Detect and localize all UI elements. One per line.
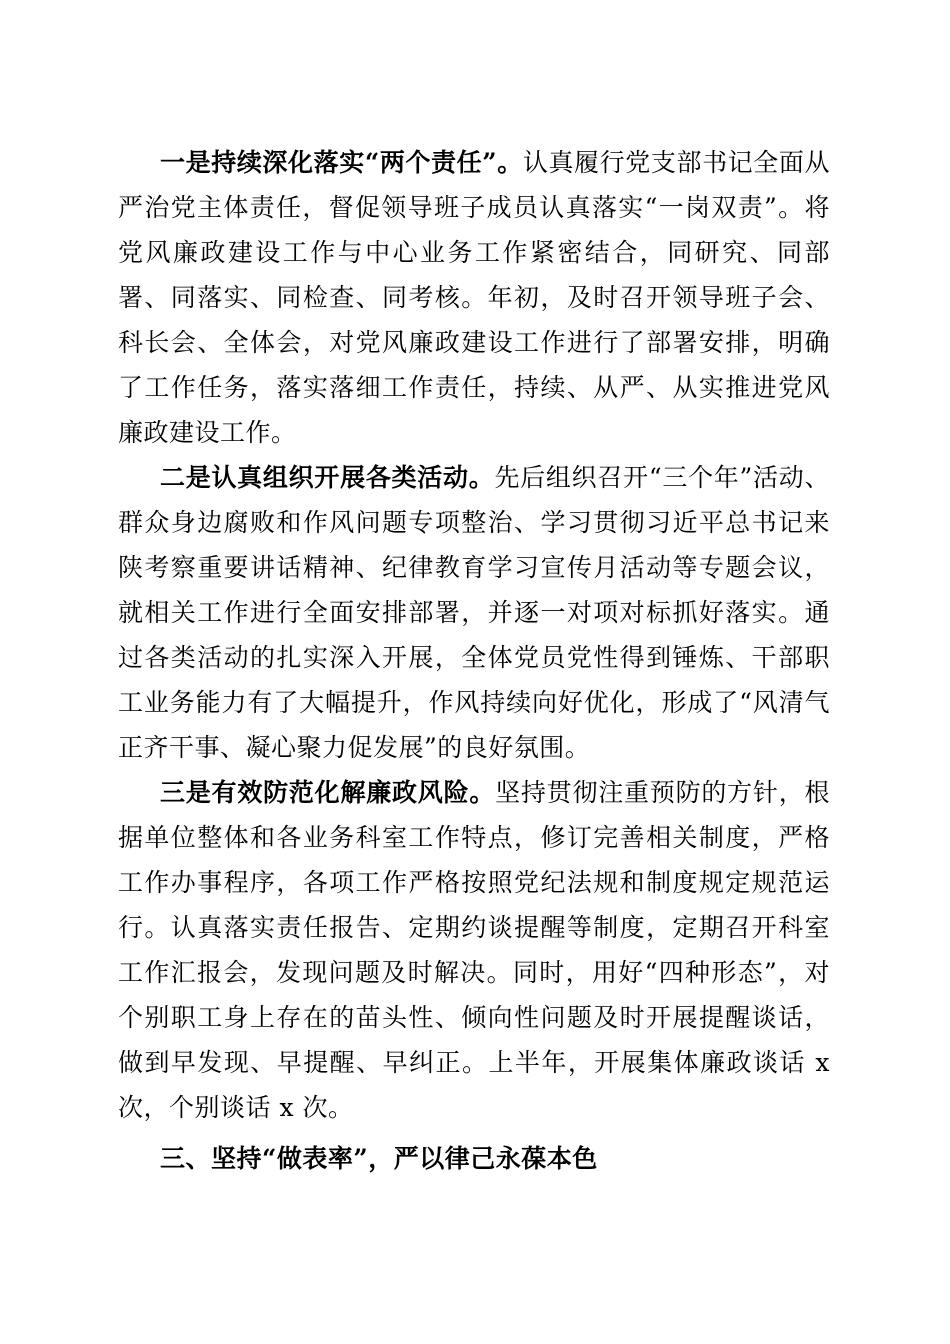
paragraph-1-lead: 一是持续深化落实“两个责任”。 (160, 148, 523, 177)
paragraph-1-body: 认真履行党支部书记全面从严治党主体责任，督促领导班子成员认真落实“一岗双责”。将党风廉政建设工作与中心业务工作紧密结合，同研究、同部署、同落实、同检查、同考核。年初，及时召开领导班子会、科长会、全体会，对党风廉政建设工作进行了部署安排，明确了工作任务，落实落细工作责任，持续、从严、从实推进党风廉政建设工作。 (118, 148, 830, 447)
paragraph-3-body: 坚持贯彻注重预防的方针，根据单位整体和各业务科室工作特点，修订完善相关制度，严格工作办事程序，各项工作严格按照党纪法规和制度规定规范运行。认真落实责任报告、定期约谈提醒等制度，定期召开科室工作汇报会，发现问题及时解决。同时，用好“四种形态”，对个别职工身上存在的苗头性、倾向性问题及时开展提醒谈话，做到早发现、早提醒、早纠正。上半年，开展集体廉政谈话 x 次，个别谈话 x 次。 (118, 778, 830, 1122)
paragraph-1 (118, 140, 830, 455)
section-heading: 三、坚持“做表率”，严以律己永葆本色 (160, 1144, 598, 1173)
paragraph-3 (118, 770, 830, 1130)
document-page (118, 140, 830, 1181)
paragraph-3-lead: 三是有效防范化解廉政风险。 (160, 778, 496, 807)
paragraph-2 (118, 455, 830, 770)
paragraph-2-lead: 二是认真组织开展各类活动。 (160, 463, 495, 492)
paragraph-2-body: 先后组织召开“三个年”活动、群众身边腐败和作风问题专项整治、学习贯彻习近平总书记来陕考察重要讲话精神、纪律教育学习宣传月活动等专题会议，就相关工作进行全面安排部署，并逐一对项对标抓好落实。通过各类活动的扎实深入开展，全体党员党性得到锤炼、干部职工业务能力有了大幅提升，作风持续向好优化，形成了“风清气正齐干事、凝心聚力促发展”的良好氛围。 (118, 463, 830, 762)
